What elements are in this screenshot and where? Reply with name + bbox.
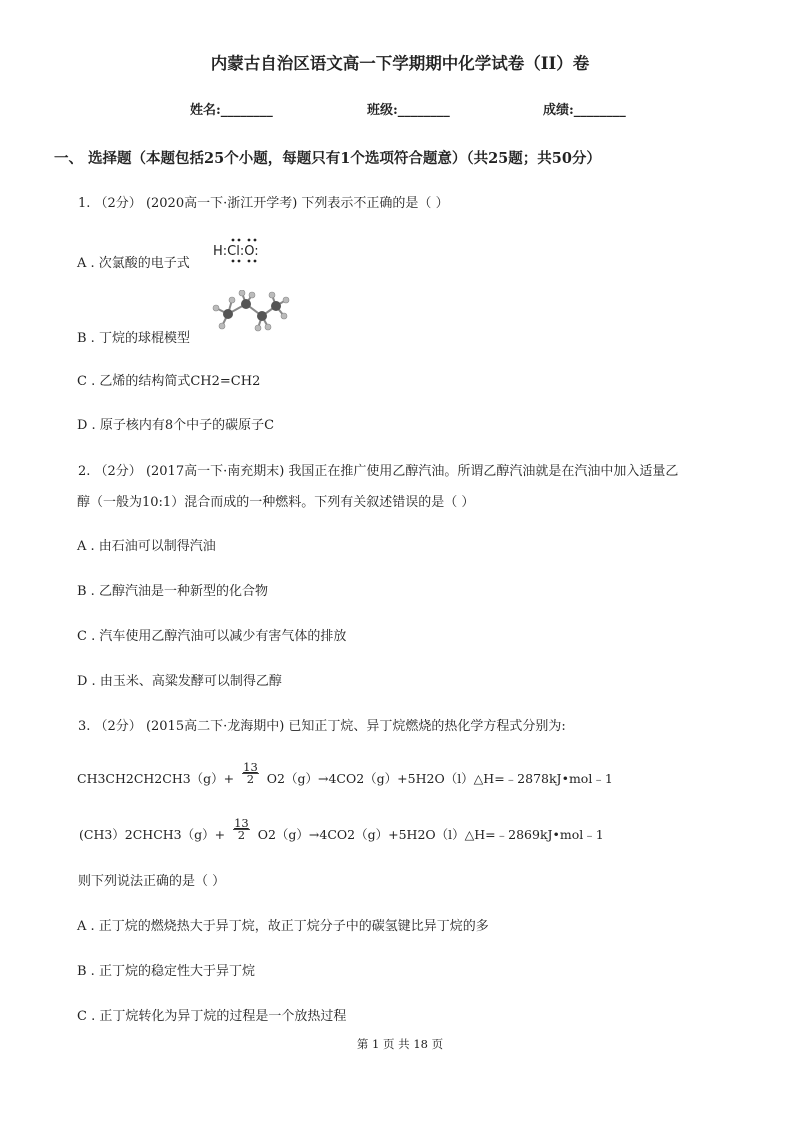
fraction-numerator: 13 [234,816,249,830]
exam-title: 内蒙古自治区语文高一下学期期中化学试卷（II）卷 [210,54,590,73]
question-1-option-b: B . 丁烷的球棍模型 [77,331,190,346]
question-3-option-b: B . 正丁烷的稳定性大于异丁烷 [77,964,255,979]
equation-2-left: (CH3）2CHCH3（g）+ [79,827,226,842]
butane-ball-stick-model [210,290,290,334]
question-2-option-c: C . 汽车使用乙醇汽油可以减少有害气体的排放 [77,629,347,644]
question-2-stem-line2: 醇（一般为10:1）混合而成的一种燃料。下列有关叙述错误的是（ ） [77,495,475,510]
fraction-denominator: 2 [246,772,255,786]
equation-1-right: O2（g）→4CO2（g）+5H2O（l）△H=﹣2878kJ•mol﹣1 [266,771,613,786]
question-2-option-d: D . 由玉米、高粱发酵可以制得乙醇 [77,674,282,689]
fraction-13-over-2 [242,762,259,785]
question-2-option-a: A . 由石油可以制得汽油 [77,539,216,554]
equation-isobutane [79,816,604,847]
fraction-denominator: 2 [237,828,246,842]
question-3-stem: 3. （2分） (2015高二下·龙海期中) 已知正丁烷、异丁烷燃烧的热化学方程式分别为: [78,719,566,734]
question-2-option-b: B . 乙醇汽油是一种新型的化合物 [77,584,268,599]
question-1-option-d: D . 原子核内有8个中子的碳原子C [77,418,275,433]
fraction-13-over-2 [233,818,250,841]
fraction-numerator: 13 [243,760,258,774]
equation-1-left: CH3CH2CH2CH3（g）+ [77,771,235,786]
equation-n-butane [77,760,613,791]
score-field-label: 成绩:________ [543,103,626,118]
question-3-option-a: A . 正丁烷的燃烧热大于异丁烷，故正丁烷分子中的碳氢键比异丁烷的多 [77,919,489,934]
section-heading: 一、 选择题（本题包括25个小题，每题只有1个选项符合题意）（共25题；共50分） [54,150,601,167]
question-1-stem: 1. （2分） (2020高一下·浙江开学考) 下列表示不正确的是（ ） [78,196,449,211]
class-field-label: 班级:________ [367,103,450,118]
question-1-option-a: A . 次氯酸的电子式 [77,256,190,271]
question-3-option-c: C . 正丁烷转化为异丁烷的过程是一个放热过程 [77,1009,347,1024]
hypochlorous-electron-formula [212,236,264,264]
page-number-footer: 第 1 页 共 18 页 [356,1037,444,1051]
equation-2-right: O2（g）→4CO2（g）+5H2O（l）△H=﹣2869kJ•mol﹣1 [257,827,604,842]
question-3-prompt: 则下列说法正确的是（ ） [78,874,226,889]
question-1-option-c: C . 乙烯的结构简式CH2=CH2 [77,374,261,389]
question-2-stem-line1: 2. （2分） (2017高一下·南充期末) 我国正在推广使用乙醇汽油。所谓乙醇汽油就是在汽油中加入适量乙 [78,464,679,479]
electron-formula-text: H:Cl:O: [213,244,259,259]
name-field-label: 姓名:________ [190,103,273,118]
